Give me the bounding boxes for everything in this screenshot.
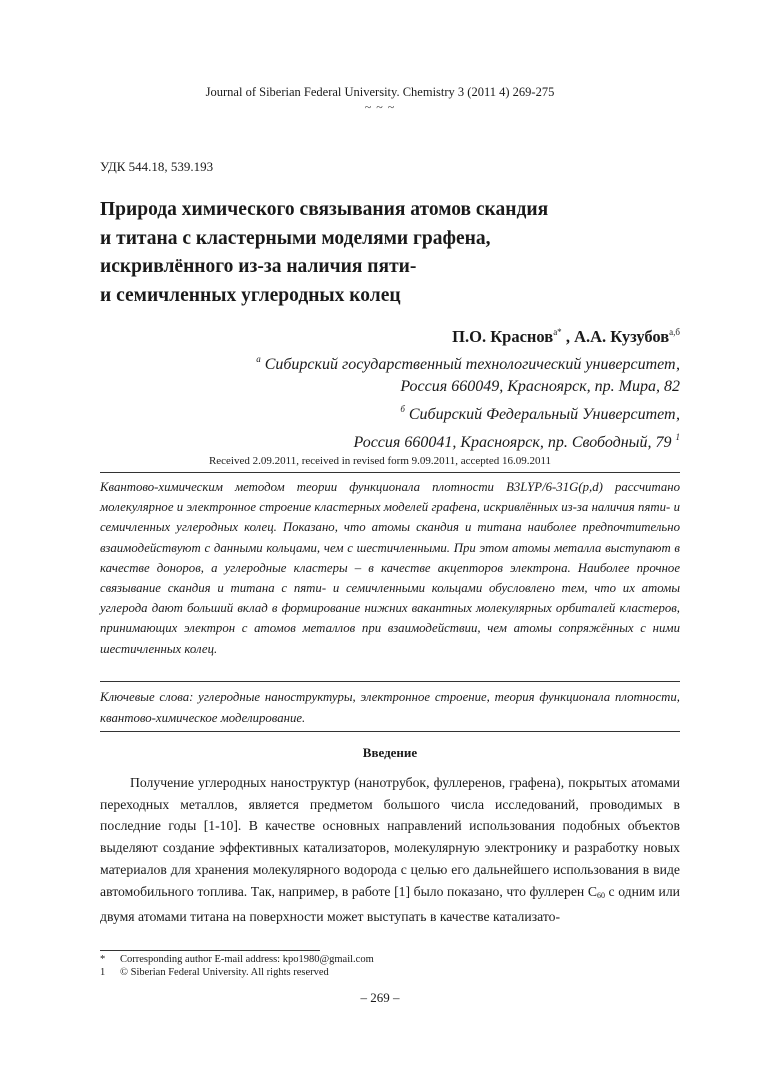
affiliations (256, 348, 680, 454)
abstract-bottom-rule (100, 681, 680, 682)
udk-code: УДК 544.18, 539.193 (100, 159, 214, 174)
paragraph-text: Получение углеродных наноструктур (нанотрубок, фуллеренов, графена), покрытых атомами переходных металлов, является предметом большого числа исследований, проводимых в последние годы [1-10]. В качестве основных направлений использования подобных объектов выделяют создание эффективных катализаторов, молекулярную электронику и разработку новых материалов для хранения молекулярного водорода с целью его дальнейшего использования в виде автомобильного топлива. Так, например, в работе [1] было показано, что фуллерен C (100, 775, 680, 899)
article-title (100, 196, 620, 310)
title-line: и семичленных углеродных колец (100, 284, 401, 306)
intro-text (100, 772, 680, 928)
footnote (100, 954, 374, 965)
footnote-text: © Siberian Federal University. All rights reserved (120, 967, 329, 978)
received-dates: Received 2.09.2011, received in revised form 9.09.2011, accepted 16.09.2011 (208, 455, 552, 467)
affiliation-text: Сибирский государственный технологический университет, (260, 356, 680, 373)
author-superscript: а* (553, 327, 562, 337)
affiliation-line (256, 348, 680, 376)
affiliation-text: Сибирский Федеральный Университет, (404, 406, 680, 423)
paragraph-text: с одним или двумя атомами титана на поверхности может выступать в качестве катализато- (100, 883, 681, 925)
footnote-mark: 1 (100, 967, 106, 978)
title-line: Природа химического связывания атомов скандия (100, 199, 549, 220)
author-name: А.А. Кузубов (574, 327, 670, 346)
authors (452, 327, 680, 347)
author-name: П.О. Краснов (452, 327, 554, 346)
title-line: и титана с кластерными моделями графена, (100, 227, 491, 249)
affiliation-footnote-mark: 1 (675, 432, 680, 442)
affiliation-mark: а (256, 354, 261, 364)
paragraph (100, 772, 680, 928)
affiliation-line (256, 426, 680, 454)
affiliation-mark: б (400, 404, 405, 414)
journal-header: Journal of Siberian Federal University. Chemistry 3 (2011 4) 269-275 (205, 85, 555, 99)
keywords-bottom-rule (100, 731, 680, 732)
footnote-rule (100, 950, 320, 951)
footnote-text: Corresponding author E-mail address: kpo1980@gmail.com (120, 954, 374, 965)
affiliation-text: Россия 660041, Красноярск, пр. Свободный, 79 (353, 434, 672, 451)
author-separator: , (561, 327, 575, 346)
keywords: Ключевые слова: углеродные наноструктуры, электронное строение, теория функционала плотности, квантово-химическое моделирование. (100, 690, 680, 725)
footnote (100, 967, 329, 978)
header-separator: ~ ~ ~ (364, 100, 396, 114)
abstract-top-rule (100, 472, 680, 473)
section-title: Введение (362, 745, 418, 760)
author-superscript: а,б (669, 327, 680, 337)
page-number: – 269 – (360, 990, 400, 1005)
subscript: 60 (596, 890, 605, 900)
affiliation-line (256, 398, 680, 426)
affiliation-line: Россия 660049, Красноярск, пр. Мира, 82 (400, 378, 680, 395)
title-line: искривлённого из-за наличия пяти- (100, 256, 417, 277)
footnote-mark: * (100, 954, 106, 965)
abstract: Квантово-химическим методом теории функционала плотности B3LYP/6-31G(p,d) рассчитано молекулярное и электронное строение кластерных моделей графена, искривлённых из-за наличия пяти- и семичленных углеродных колец. Показано, что атомы скандия и титана наиболее предпочтительно взаимодействуют с данными кольцами, чем с шестичленными. При этом атомы металла выступают в качестве доноров, а углеродные кластеры – в качестве акцепторов электрона. Наиболее прочное связывание скандия и титана с пяти- и семичленными кольцами обусловлено тем, что их атомы углерода дают больший вклад в формирование нижних вакантных молекулярных орбиталей кластеров, принимающих электрон с атомов металлов при взаимодействии, чем атомы сопряжённых с ними шестичленных колец. (100, 480, 680, 656)
